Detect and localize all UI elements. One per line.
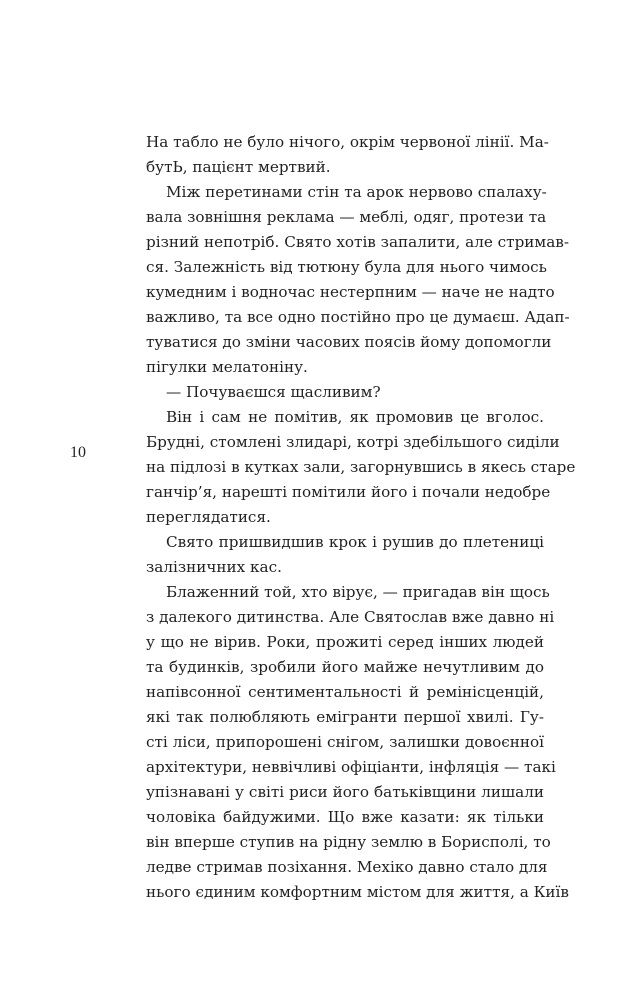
text-line: які так полюбляють емігранти першої хвилі. Гу- [146, 708, 544, 726]
text-line: Свято пришвидшив крок і рушив до плетениці [166, 533, 544, 551]
text-line: ганчір’я, нарешті помітили його і почали недобре [146, 483, 551, 501]
text-line: Блаженний той, хто вірує, — пригадав він щось [166, 583, 550, 601]
text-line: напівсонної сентиментальності й ремінісценцій, [146, 683, 544, 701]
text-line: бутЬ, пацієнт мертвий. [146, 158, 331, 176]
text-line: архітектури, неввічливі офіціанти, інфляція — такі [146, 758, 556, 776]
text-line: у що не вірив. Роки, прожиті серед інших людей [146, 633, 544, 651]
text-line: залізничних кас. [146, 558, 282, 576]
text-line: переглядатися. [146, 508, 271, 526]
text-line: різний непотріб. Свято хотів запалити, але стримав- [146, 233, 569, 251]
text-line: упізнавані у світі риси його батьківщини лишали [146, 783, 544, 801]
text-line: кумедним і водночас нестерпним — наче не надто [146, 283, 555, 301]
text-line: та будинків, зробили його майже нечутливим до [146, 658, 544, 676]
body-text [146, 130, 576, 905]
text-line: вала зовнішня реклама — меблі, одяг, протези та [146, 208, 547, 226]
text-line: важливо, та все одно постійно про це думаєш. Адап- [146, 308, 570, 326]
text-line: туватися до зміни часових поясів йому допомогли [146, 333, 552, 351]
text-line: пігулки мелатоніну. [146, 358, 308, 376]
text-line: з далекого дитинства. Але Святослав вже давно ні [146, 608, 555, 626]
text-line: Між перетинами стін та арок нервово спалаху- [166, 183, 547, 201]
text-line: він вперше ступив на рідну землю в Борисполі, то [146, 833, 551, 851]
page-number: 10 [70, 444, 86, 461]
text-line: нього єдиним комфортним містом для життя, а Київ [146, 883, 569, 901]
text-line: На табло не було нічого, окрім червоної лінії. Ма- [146, 133, 549, 151]
text-line: сті ліси, припорошені снігом, залишки довоєнної [146, 733, 544, 751]
text-line: Брудні, стомлені злидарі, котрі здебільшого сиділи [146, 433, 560, 451]
text-line: чоловіка байдужими. Що вже казати: як тільки [146, 808, 544, 826]
text-line: — Почуваєшся щасливим? [166, 383, 381, 401]
text-line: ледве стримав позіхання. Мехіко давно стало для [146, 858, 548, 876]
text-line: ся. Залежність від тютюну була для нього чимось [146, 258, 547, 276]
text-line: Він і сам не помітив, як промовив це вголос. [166, 408, 544, 426]
text-line: на підлозі в кутках зали, загорнувшись в якесь старе [146, 458, 576, 476]
